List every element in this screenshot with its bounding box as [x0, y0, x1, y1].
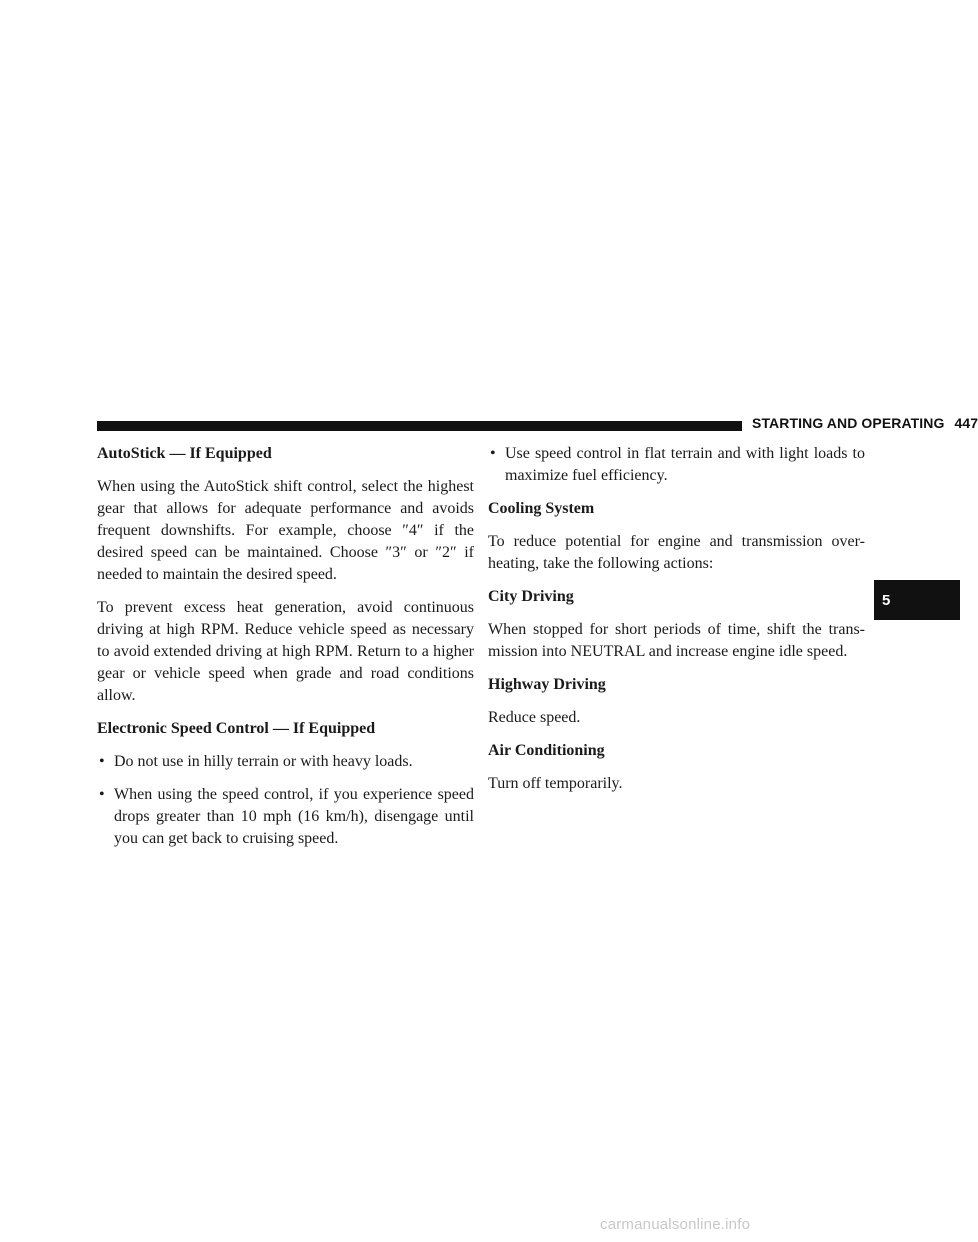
watermark: carmanualsonline.info — [600, 1216, 751, 1233]
city-paragraph: When stopped for short periods of time, shift the trans-mission into NEUTRAL and increase engine idle speed. — [488, 621, 865, 660]
bullet-icon: • — [490, 445, 496, 462]
ac-paragraph: Turn off temporarily. — [488, 775, 623, 792]
autostick-paragraph-2: To prevent excess heat generation, avoid continuous driving at high RPM. Reduce vehicle speed as necessary to avoid extended driving at high RPM. Return to a higher gear or vehicle speed when grade and road conditions allow. — [97, 599, 474, 704]
ac-heading: Air Conditioning — [488, 742, 605, 759]
autostick-paragraph-1: When using the AutoStick shift control, select the highest gear that allows for adequate performance and avoids frequent downshifts. For example, choose ″4″ if the desired speed can be maintained. Choose ″3″ or ″2″ if needed to maintain the desired speed. — [97, 478, 474, 583]
highway-paragraph: Reduce speed. — [488, 709, 581, 726]
running-header — [752, 415, 978, 431]
list-item — [488, 443, 865, 487]
cooling-paragraph: To reduce potential for engine and transmission over-heating, take the following actions: — [488, 533, 865, 572]
highway-heading: Highway Driving — [488, 676, 606, 693]
section-title: STARTING AND OPERATING — [752, 415, 945, 431]
list-item — [97, 751, 474, 773]
page-number: 447 — [954, 415, 978, 431]
list-item-text: Use speed control in flat terrain and with light loads to maximize fuel efficiency. — [505, 445, 865, 484]
list-item — [97, 784, 474, 850]
autostick-heading: AutoStick — If Equipped — [97, 445, 272, 462]
list-item-text: Do not use in hilly terrain or with heavy loads. — [114, 753, 413, 770]
speed-control-heading: Electronic Speed Control — If Equipped — [97, 720, 376, 737]
right-column — [488, 443, 865, 806]
list-item-text: When using the speed control, if you experience speed drops greater than 10 mph (16 km/h), disengage until you can get back to cruising speed. — [114, 786, 474, 847]
bullet-icon: • — [99, 786, 105, 803]
bullet-icon: • — [99, 753, 105, 770]
left-column — [97, 443, 474, 861]
header-rule — [97, 421, 742, 431]
city-heading: City Driving — [488, 588, 574, 605]
cooling-heading: Cooling System — [488, 500, 595, 517]
chapter-tab — [874, 580, 960, 620]
chapter-number: 5 — [882, 591, 891, 609]
